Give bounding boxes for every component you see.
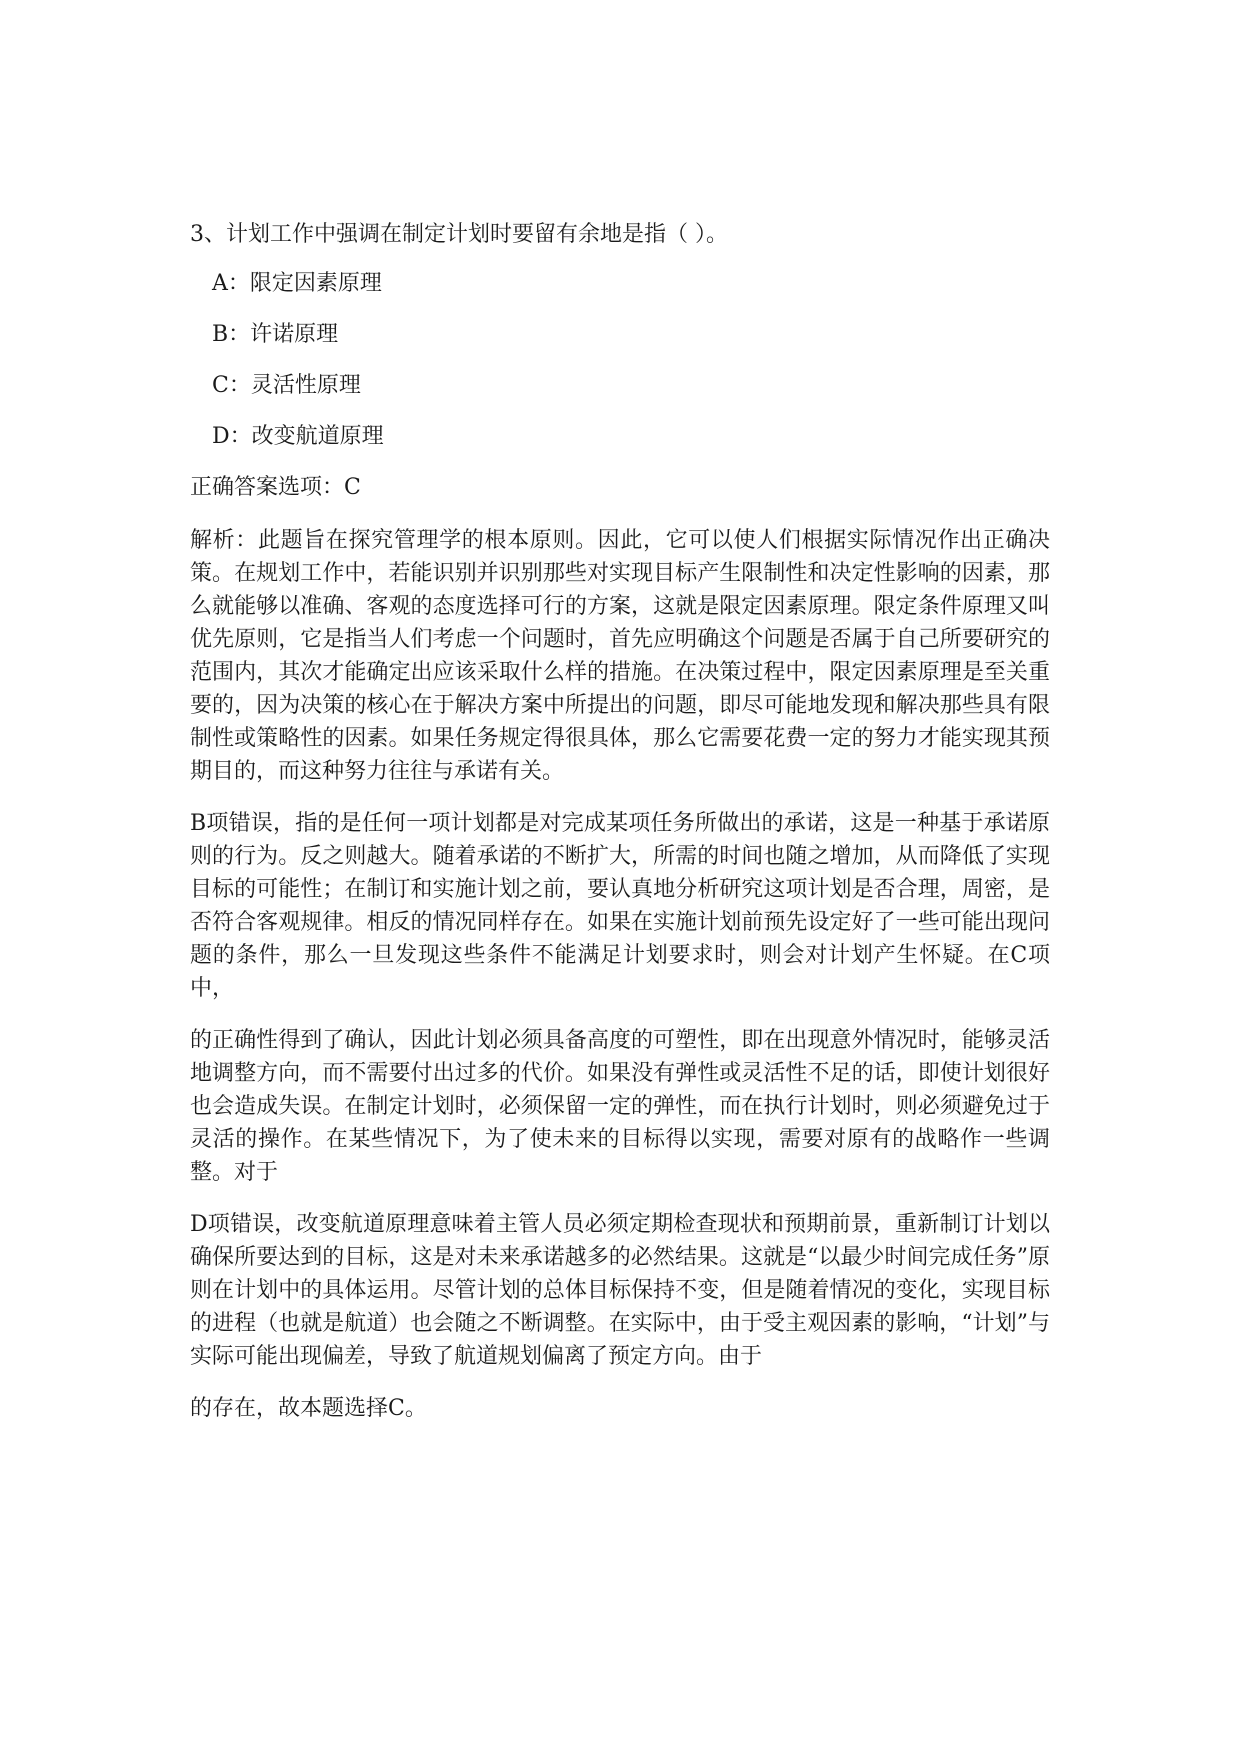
question-text: 3、计划工作中强调在制定计划时要留有余地是指（ ）。 [190, 222, 728, 247]
explanation-paragraph: D项错误，改变航道原理意味着主管人员必须定期检查现状和预期前景，重新制订计划以确保所要达到的目标，这是对未来承诺越多的必然结果。这就是“以最少时间完成任务”原则在计划中的具体运用。尽管计划的总体目标保持不变，但是随着情况的变化，实现目标的进程（也就是航道）也会随之不断调整。在实际中，由于受主观因素的影响，“计划”与实际可能出现偏差，导致了航道规划偏离了预定方向。由于 [190, 1212, 1050, 1369]
option-d: D：改变航道原理 [212, 424, 384, 449]
explanation-paragraph: 的正确性得到了确认，因此计划必须具备高度的可塑性，即在出现意外情况时，能够灵活地调整方向，而不需要付出过多的代价。如果没有弹性或灵活性不足的话，即使计划很好也会造成失误。在制定计划时，必须保留一定的弹性，而在执行计划时，则必须避免过于灵活的操作。在某些情况下，为了使未来的目标得以实现，需要对原有的战略作一些调整。对于 [190, 1028, 1050, 1185]
option-c: C：灵活性原理 [212, 373, 361, 398]
explanation-paragraph: 的存在，故本题选择C。 [190, 1396, 427, 1421]
option-a: A：限定因素原理 [212, 271, 382, 296]
correct-answer: 正确答案选项：C [190, 475, 361, 500]
explanation-paragraph: 解析：此题旨在探究管理学的根本原则。因此，它可以使人们根据实际情况作出正确决策。在规划工作中，若能识别并识别那些对实现目标产生限制性和决定性影响的因素，那么就能够以准确、客观的态度选择可行的方案，这就是限定因素原理。限定条件原理又叫优先原则，它是指当人们考虑一个问题时，首先应明确这个问题是否属于自己所要研究的范围内，其次才能确定出应该采取什么样的措施。在决策过程中，限定因素原理是至关重要的，因为决策的核心在于解决方案中所提出的问题，即尽可能地发现和解决那些具有限制性或策略性的因素。如果任务规定得很具体，那么它需要花费一定的努力才能实现其预期目的，而这种努力往往与承诺有关。 [190, 528, 1050, 784]
question-block [190, 218, 1050, 1444]
option-b: B：许诺原理 [212, 322, 339, 347]
explanation-paragraph: B项错误，指的是任何一项计划都是对完成某项任务所做出的承诺，这是一种基于承诺原则的行为。反之则越大。随着承诺的不断扩大，所需的时间也随之增加，从而降低了实现目标的可能性；在制订和实施计划之前，要认真地分析研究这项计划是否合理，周密，是否符合客观规律。相反的情况同样存在。如果在实施计划前预先设定好了一些可能出现问题的条件，那么一旦发现这些条件不能满足计划要求时，则会对计划产生怀疑。在C项中， [190, 811, 1050, 1001]
